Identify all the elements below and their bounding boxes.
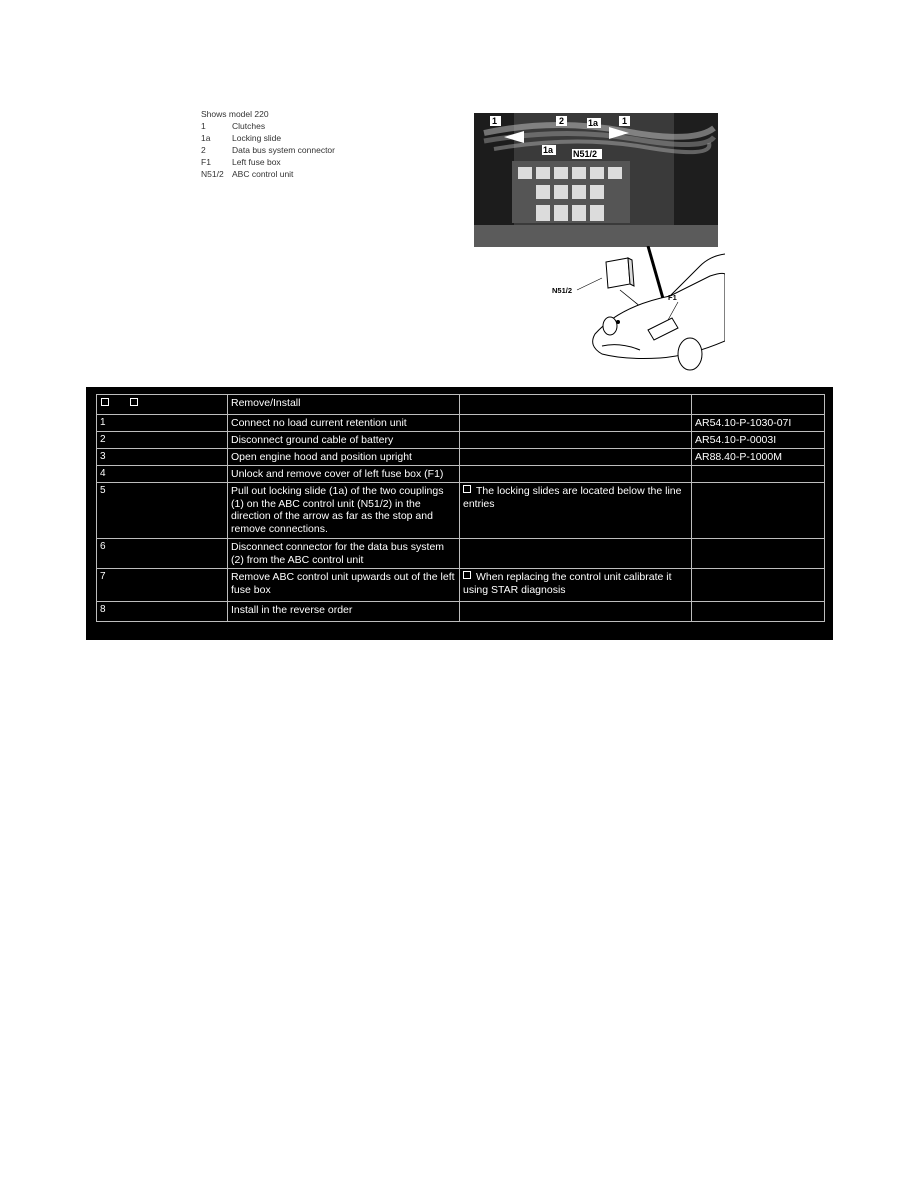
step-reference — [692, 569, 825, 602]
fuse-box-photo-illustration — [474, 113, 718, 247]
callout-1a-right: 1a — [588, 118, 599, 128]
step-note — [460, 449, 692, 466]
legend-label: Data bus system connector — [232, 145, 335, 155]
table-row — [97, 415, 825, 432]
step-reference — [692, 483, 825, 539]
checkbox-icon — [463, 485, 471, 493]
legend-label: ABC control unit — [232, 169, 294, 179]
step-number: 3 — [97, 449, 228, 466]
legend-code: F1 — [201, 157, 211, 167]
step-text: Disconnect ground cable of battery — [228, 432, 460, 449]
step-text: Pull out locking slide (1a) of the two couplings (1) on the ABC control unit (N51/2) in the direction of the arrow as far as the stop and remove connections. — [228, 483, 460, 539]
step-reference — [692, 539, 825, 569]
callout-1-left: 1 — [492, 116, 498, 126]
step-reference: AR88.40-P-1000M — [692, 449, 825, 466]
legend-label: Left fuse box — [232, 157, 281, 167]
header-col3 — [460, 395, 692, 415]
table-row — [97, 602, 825, 622]
step-note — [460, 415, 692, 432]
step-note: When replacing the control unit calibrate it using STAR diagnosis — [463, 571, 672, 596]
car-outline-illustration — [540, 246, 725, 374]
table-row — [97, 483, 825, 539]
fuse-box-photo — [474, 113, 718, 247]
step-number: 1 — [97, 415, 228, 432]
legend-item — [201, 132, 335, 144]
procedure-table — [96, 394, 825, 622]
table-row — [97, 449, 825, 466]
step-note-cell — [460, 569, 692, 602]
figure-legend — [201, 108, 335, 180]
legend-title: Shows model 220 — [201, 109, 269, 119]
legend-label: Clutches — [232, 121, 266, 131]
callout-1-right: 1 — [622, 116, 628, 126]
step-text: Remove ABC control unit upwards out of the left fuse box — [228, 569, 460, 602]
car-location-drawing — [540, 246, 725, 374]
step-number: 4 — [97, 466, 228, 483]
checkbox-icon — [101, 398, 109, 406]
step-reference — [692, 602, 825, 622]
table-row — [97, 432, 825, 449]
step-reference — [692, 466, 825, 483]
step-text: Install in the reverse order — [228, 602, 460, 622]
legend-code: 1 — [201, 121, 206, 131]
procedure-table-container — [86, 387, 833, 640]
checkbox-icon — [130, 398, 138, 406]
step-text: Disconnect connector for the data bus system (2) from the ABC control unit — [228, 539, 460, 569]
step-text: Open engine hood and position upright — [228, 449, 460, 466]
table-row — [97, 466, 825, 483]
step-number: 5 — [97, 483, 228, 539]
step-number: 7 — [97, 569, 228, 602]
step-number: 2 — [97, 432, 228, 449]
legend-code: 1a — [201, 133, 211, 143]
step-note — [460, 432, 692, 449]
step-number: 8 — [97, 602, 228, 622]
legend-label: Locking slide — [232, 133, 282, 143]
step-text: Unlock and remove cover of left fuse box (F1) — [228, 466, 460, 483]
label-f1: F1 — [668, 293, 677, 302]
header-remove-install: Remove/Install — [228, 395, 460, 415]
header-col4 — [692, 395, 825, 415]
step-note: The locking slides are located below the line entries — [463, 485, 682, 510]
checkbox-icon — [463, 571, 471, 579]
step-note — [460, 602, 692, 622]
step-note-cell — [460, 483, 692, 539]
legend-item — [201, 120, 335, 132]
legend-item — [201, 168, 335, 180]
label-n51-2: N51/2 — [552, 286, 573, 295]
step-note — [460, 539, 692, 569]
legend-code: 2 — [201, 145, 206, 155]
table-header-row — [97, 395, 825, 415]
callout-1a-center: 1a — [543, 145, 554, 155]
callout-n51-2: N51/2 — [573, 149, 598, 159]
step-text: Connect no load current retention unit — [228, 415, 460, 432]
header-symbols-cell — [97, 395, 228, 415]
legend-item — [201, 156, 335, 168]
legend-code: N51/2 — [201, 169, 224, 179]
callout-2: 2 — [559, 116, 565, 126]
table-row — [97, 569, 825, 602]
table-row — [97, 539, 825, 569]
step-number: 6 — [97, 539, 228, 569]
legend-item — [201, 144, 335, 156]
step-reference: AR54.10-P-1030-07I — [692, 415, 825, 432]
step-note — [460, 466, 692, 483]
step-reference: AR54.10-P-0003I — [692, 432, 825, 449]
